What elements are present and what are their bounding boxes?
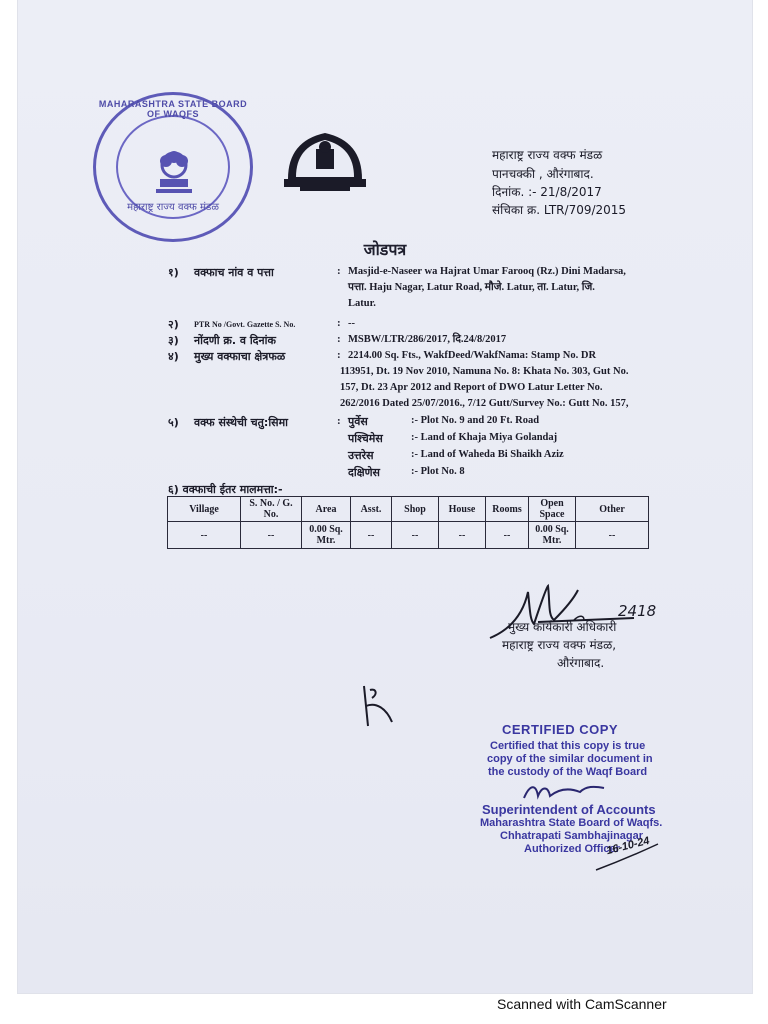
certified-line: Certified that this copy is true [490, 740, 646, 752]
signatory-city: औरंगाबाद. [557, 656, 605, 670]
field-value-line: 113951, Dt. 19 Nov 2010, Namuna No. 8: Khata No. 303, Gut No. [340, 366, 629, 377]
board-logo-icon [280, 127, 370, 193]
column-header: Rooms [486, 497, 529, 522]
signature-date: 2418 [618, 602, 657, 620]
document-page: MAHARASHTRA STATE BOARD OF WAQFS महाराष्ट्र राज्य वक्फ मंडळ महाराष्ट्र राज्य वक्फ मंडळ पानचक्की , औरंगाबाद. दिनांक. :- 21/8/2017 संचिका क्र. LTR/709/2015 जोडपत्र १) वक्फाच नांव व पत्ता : Masjid-e-Naseer wa Hajrat Umar Farooq (Rz.) Dini Madarsa, पत्ता. Haju Nagar, Latur Road, मौजे. Latur, ता. Latur, जि. Latur. २) PTR No /Govt. Gazette S. No. : -- ३) नोंदणी क्र. व दिनांक : MSBW/LTR/286/2017, दि.24/8/2017 ४) मुख्य वक्फाचा क्षेत्रफळ : 2214.00 Sq. Fts., WakfDeed/WakfNama: Stamp No. DR 113951, Dt. 19 Nov 2010, Namuna No. 8: Khata No. 303, Gut No. 157, Dt. 23 Apr 2012 and Report of DWO Latur Letter No. 262/2016 Dated 25/07/2016., 7/12 Gutt/Survey No.: Gutt No. 157, ५) वक्फ संस्थेची चतु:सिमा : पुर्वेस :- Plot No. 9 and 20 Ft. Road पश्चिमेस :- Land of Khaja Miya Golandaj उत्तरेस :- Land of Waheda Bi Shaikh Aziz दक्षिणेस :- Plot No. 8 ६) वक्फाची ईतर मालमत्ता:- [18, 0, 752, 993]
initials-mark [356, 682, 400, 730]
column-header: Other [576, 497, 649, 522]
certified-copy-title: CERTIFIED COPY [502, 722, 619, 737]
certifier-designation: Authorized Officer [524, 843, 620, 855]
column-header: Open Space [529, 497, 576, 522]
certifier-city: Chhatrapati Sambhajinagar [500, 830, 644, 842]
field-value-line: Latur. [348, 298, 376, 309]
field-num: १) [168, 266, 179, 279]
boundary-dir: पश्चिमेस [348, 432, 383, 445]
boundary-dir: उत्तरेस [348, 449, 374, 462]
column-header: Shop [392, 497, 439, 522]
field-value-line: 2214.00 Sq. Fts., WakfDeed/WakfNama: Stamp No. DR [348, 350, 597, 361]
column-header: House [439, 497, 486, 522]
field-value-line: 157, Dt. 23 Apr 2012 and Report of DWO Latur Letter No. [340, 382, 603, 393]
boundary-value: :- Land of Waheda Bi Shaikh Aziz [411, 449, 564, 460]
field-num: ४) [168, 350, 179, 363]
table-cell: -- [392, 522, 439, 549]
boundary-value: :- Plot No. 8 [411, 466, 465, 477]
scanner-watermark: Scanned with CamScanner [497, 996, 667, 1012]
boundary-dir: दक्षिणेस [348, 466, 380, 479]
boundary-dir: पुर्वेस [348, 415, 368, 428]
header-file-no: संचिका क्र. LTR/709/2015 [492, 203, 627, 217]
table-row [168, 522, 649, 549]
column-header: S. No. / G. No. [241, 497, 302, 522]
table-cell: -- [241, 522, 302, 549]
certifier-org: Maharashtra State Board of Waqfs. [480, 817, 663, 829]
field-label: नोंदणी क्र. व दिनांक [194, 334, 276, 347]
certifier-signature [520, 778, 610, 804]
field-num: २) [168, 318, 179, 331]
boundary-value: :- Plot No. 9 and 20 Ft. Road [411, 415, 540, 426]
document-title: जोडपत्र [363, 240, 407, 259]
table-cell: -- [486, 522, 529, 549]
field-value-line: पत्ता. Haju Nagar, Latur Road, मौजे. Latur, ता. Latur, जि. [348, 282, 595, 293]
certifier-role: Superintendent of Accounts [482, 802, 656, 817]
assets-table [167, 496, 649, 549]
seal-text: MAHARASHTRA STATE BOARD OF WAQFS [98, 99, 248, 119]
field-value-line: -- [348, 318, 355, 329]
field-value-line: MSBW/LTR/286/2017, दि.24/8/2017 [348, 334, 507, 345]
table-cell: 0.00 Sq. Mtr. [529, 522, 576, 549]
signatory-org: महाराष्ट्र राज्य वक्फ मंडळ, [502, 638, 617, 652]
field-label: मुख्य वक्फाचा क्षेत्रफळ [194, 350, 286, 363]
seal-bottom-text: महाराष्ट्र राज्य वक्फ मंडळ [127, 202, 219, 213]
assets-heading: ६) वक्फाची ईतर मालमत्ता:- [168, 483, 283, 496]
certified-line: copy of the similar document in [487, 753, 653, 765]
table-cell: -- [168, 522, 241, 549]
certified-date: 16-10-24 [605, 834, 651, 858]
column-header: Area [302, 497, 351, 522]
waqf-board-seal [93, 92, 253, 242]
field-label: PTR No /Govt. Gazette S. No. [194, 320, 296, 329]
table-cell: -- [351, 522, 392, 549]
certifier-flourish [592, 840, 662, 874]
signatory-title: मुख्य कार्यकारी अधिकारी [508, 620, 617, 634]
table-cell: -- [439, 522, 486, 549]
table-cell: -- [576, 522, 649, 549]
field-value-line: 262/2016 Dated 25/07/2016., 7/12 Gutt/Survey No.: Gutt No. 157, [340, 398, 629, 409]
column-header: Village [168, 497, 241, 522]
field-value-line: Masjid-e-Naseer wa Hajrat Umar Farooq (Rz.) Dini Madarsa, [348, 266, 626, 277]
header-address: पानचक्की , औरंगाबाद. [492, 167, 594, 181]
certified-line: the custody of the Waqf Board [488, 766, 648, 778]
field-num: ५) [168, 416, 179, 429]
national-emblem-icon [146, 139, 202, 199]
boundary-value: :- Land of Khaja Miya Golandaj [411, 432, 558, 443]
column-header: Asst. [351, 497, 392, 522]
field-label: वक्फ संस्थेची चतु:सिमा [194, 416, 289, 429]
field-num: ३) [168, 334, 179, 347]
header-date: दिनांक. :- 21/8/2017 [492, 185, 602, 199]
table-cell: 0.00 Sq. Mtr. [302, 522, 351, 549]
header-org-name: महाराष्ट्र राज्य वक्फ मंडळ [492, 148, 603, 162]
field-label: वक्फाच नांव व पत्ता [194, 266, 274, 279]
table-header-row [168, 497, 649, 522]
